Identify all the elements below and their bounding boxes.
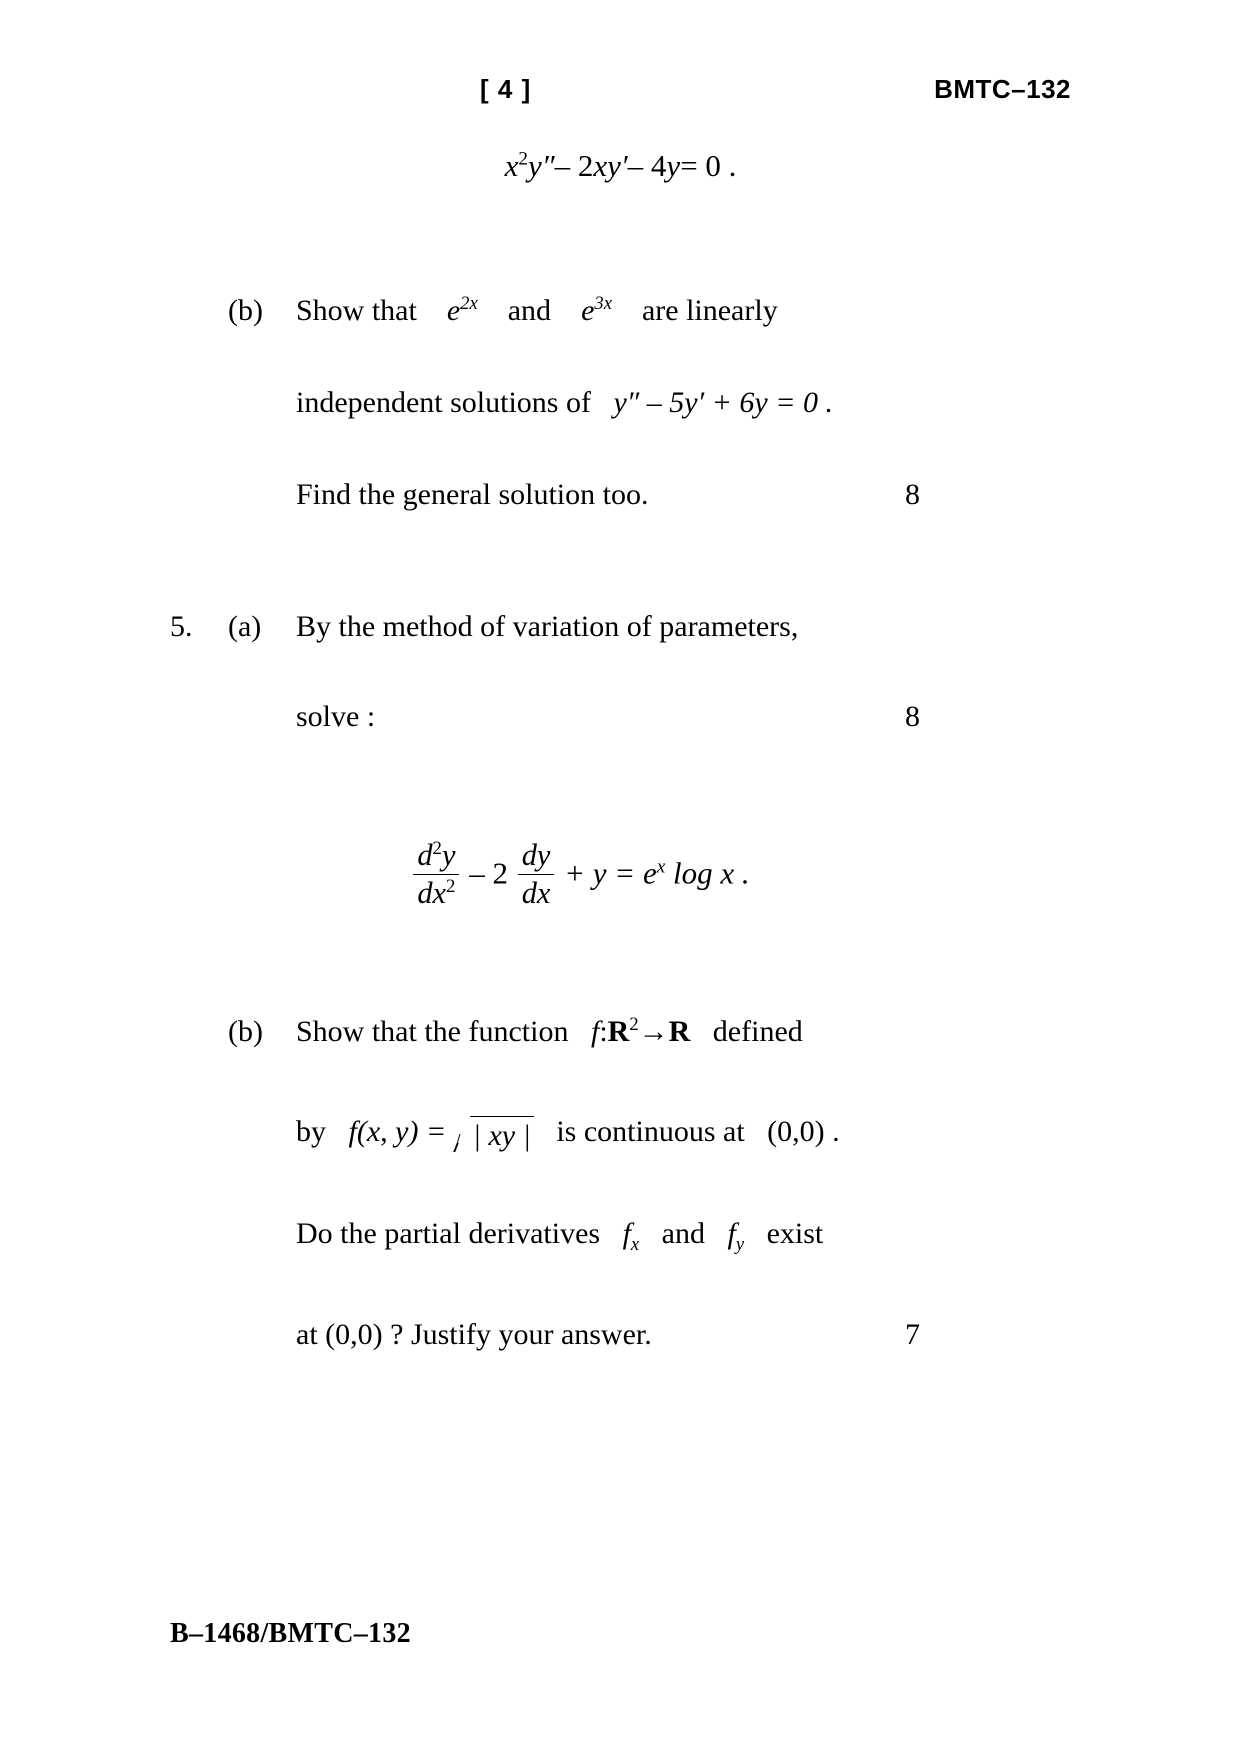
eq-top-y-double-prime: y″ — [527, 148, 555, 183]
q5b-f-args: (x, y) = — [356, 1115, 447, 1148]
q5-number: 5. — [170, 610, 193, 643]
eq-top-xy-prime: xy′ — [593, 148, 628, 183]
dx-symbol: dx — [417, 876, 447, 910]
eq-rhs-log: log x . — [673, 855, 750, 891]
q4b-line2 — [296, 386, 936, 420]
q5a-line2: solve : — [296, 700, 376, 733]
equation-top — [0, 148, 1241, 184]
q5b-line2 — [296, 1115, 936, 1153]
q5b-f-symbol: f — [348, 1115, 357, 1148]
q5a-label: (a) — [228, 610, 262, 643]
partial-derivative-fx: f — [622, 1217, 631, 1250]
q5b-label: (b) — [228, 1015, 263, 1048]
q4b-e1: e — [446, 294, 461, 327]
eq-plus-y-equals: + y = — [564, 855, 636, 891]
eq-top-equals-zero: = 0 . — [680, 148, 737, 183]
q4b-marks: 8 — [905, 478, 920, 511]
square-root — [454, 1116, 534, 1153]
q5b-colon: : — [599, 1015, 608, 1048]
fraction-denominator — [413, 874, 459, 911]
fy-subscript: y — [735, 1234, 745, 1255]
eq-minus-two: – 2 — [469, 855, 508, 891]
d-symbol: d — [417, 838, 433, 872]
q5b-line1-pre: Show that the function — [296, 1015, 569, 1048]
dx-exponent: 2 — [446, 875, 456, 897]
eq-top-x: x — [504, 148, 519, 183]
eq-top-minus-two: – 2 — [554, 148, 594, 183]
page-footer: B–1468/BMTC–132 — [170, 1618, 411, 1649]
q5a-marks: 8 — [905, 700, 920, 733]
fx-subscript: x — [630, 1234, 640, 1255]
q5b-codomain-R: R — [668, 1015, 691, 1048]
q4b-line1-post: are linearly — [641, 294, 778, 327]
q4b-e2: e — [581, 294, 595, 327]
radicand: | xy | — [470, 1116, 534, 1153]
q5b-domain-R: R — [607, 1015, 630, 1048]
dy-numerator: dy — [521, 838, 551, 872]
q5b-by: by — [296, 1115, 326, 1148]
q4b-line1 — [296, 294, 936, 328]
d-exponent: 2 — [432, 837, 442, 859]
dx-denominator: dx — [518, 874, 555, 911]
first-derivative-fraction — [518, 838, 555, 911]
eq-rhs-e-exponent: x — [656, 856, 666, 878]
y-symbol: y — [441, 838, 456, 872]
q4b-line2-equation: y″ – 5y′ + 6y = 0 . — [613, 386, 833, 419]
partial-derivative-fy: f — [727, 1217, 736, 1250]
q4b-label: (b) — [228, 294, 263, 327]
q5b-line2-post: is continuous at — [556, 1115, 745, 1148]
equation-variation-of-parameters — [0, 837, 1241, 913]
q4b-line1-pre: Show that — [296, 294, 417, 327]
q5b-arrow: → — [638, 1015, 669, 1048]
q5b-line3-pre: Do the partial derivatives — [296, 1217, 601, 1250]
q5b-function-f: f — [590, 1015, 600, 1048]
page-header — [170, 74, 1071, 110]
eq-top-exponent: 2 — [518, 148, 528, 170]
q5b-line1 — [296, 1015, 936, 1049]
page-number-marker: [ 4 ] — [480, 74, 532, 104]
q5b-line3-and: and — [661, 1217, 705, 1250]
q4b-e2-exponent: 3x — [594, 293, 612, 314]
q4b-and: and — [507, 294, 552, 327]
q5b-line3-post: exist — [766, 1217, 824, 1250]
q5b-point: (0,0) . — [767, 1115, 840, 1148]
q5b-domain-exponent: 2 — [629, 1014, 639, 1035]
q5b-line4: at (0,0) ? Justify your answer. — [296, 1318, 652, 1351]
q5a-line1: By the method of variation of parameters, — [296, 610, 799, 643]
q5b-marks: 7 — [905, 1318, 920, 1351]
fraction-numerator — [413, 838, 459, 874]
eq-rhs-e: e — [642, 855, 657, 891]
q5b-line3 — [296, 1217, 936, 1255]
q5b-line1-post: defined — [712, 1015, 803, 1048]
eq-top-minus-four: – 4 — [627, 148, 667, 183]
q4b-line2-pre: independent solutions of — [296, 386, 591, 419]
second-derivative-fraction — [413, 838, 459, 911]
q4b-e1-exponent: 2x — [460, 293, 478, 314]
course-code-header: BMTC–132 — [934, 74, 1071, 104]
eq-top-y: y — [666, 148, 681, 183]
q4b-line3: Find the general solution too. — [296, 478, 649, 511]
